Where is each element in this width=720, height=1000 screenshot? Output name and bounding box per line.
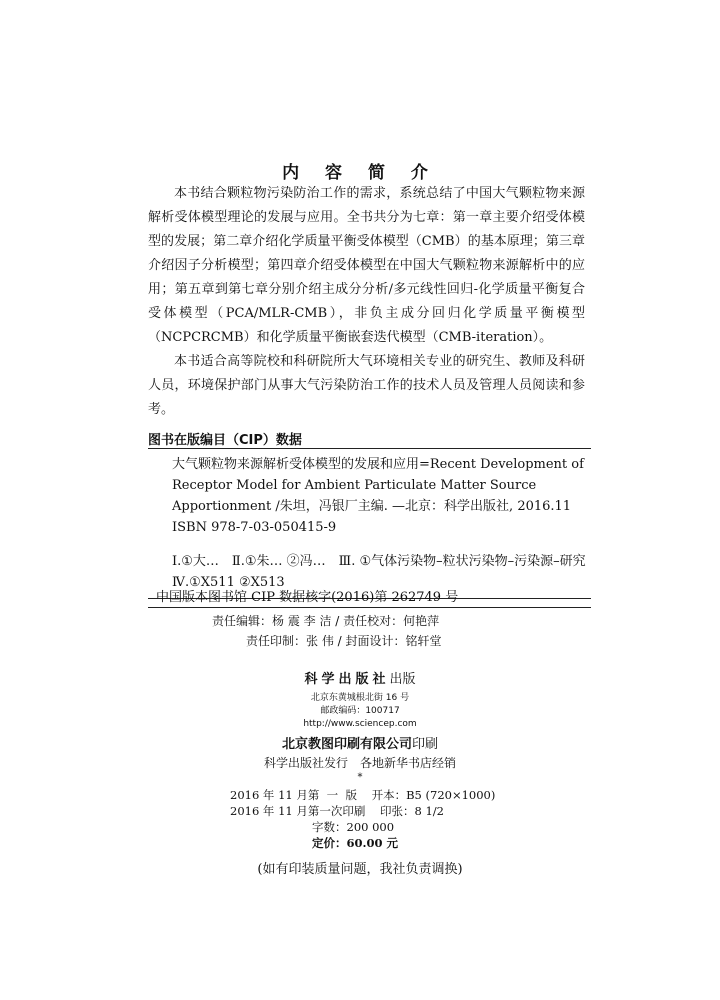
staff-line-production: 责任印制：张 伟 / 封面设计：铭轩堂 bbox=[246, 634, 442, 648]
edition-line-2: 2016 年 11 月第一次印刷 印张：8 1/2 bbox=[230, 804, 444, 818]
publisher-website: http://www.sciencep.com bbox=[303, 719, 417, 729]
publisher-name: 科学出版社 bbox=[304, 672, 390, 687]
cip-verification-number: 中国版本图书馆 CIP 数据核字(2016)第 262749 号 bbox=[156, 590, 459, 605]
cip-isbn: ISBN 978-7-03-050415-9 bbox=[172, 520, 337, 535]
price: 定价：60.00 元 bbox=[312, 836, 399, 850]
printer-suffix: 印刷 bbox=[412, 737, 439, 752]
edition-line-1: 2016 年 11 月第 一 版 开本：B5 (720×1000) bbox=[230, 788, 496, 802]
publisher-postcode: 邮政编码：100717 bbox=[320, 706, 400, 716]
summary-paragraph-1: 本书结合颗粒物污染防治工作的需求，系统总结了中国大气颗粒物来源解析受体模型理论的发展与应用。全书共分为七章：第一章主要介绍受体模型的发展；第二章介绍化学质量平衡受体模型（CMB）的基本原理；第三章介绍因子分析模型；第四章介绍受体模型在中国大气颗粒物来源解析中的应用；第五章到第七章分别介绍主成分分析/多元线性回归-化学质量平衡复合受体模型（PCA/MLR-CMB），非负主成分回归化学质量平衡模型（NCPCRCMB）和化学质量平衡嵌套迭代模型（CMB-iteration）。 bbox=[148, 186, 585, 345]
publisher-block bbox=[0, 668, 720, 784]
cip-label: 图书在版编目（CIP）数据 bbox=[148, 433, 302, 448]
printer-line bbox=[0, 735, 720, 754]
publisher-name-suffix: 出版 bbox=[389, 672, 416, 687]
edition-block bbox=[230, 787, 495, 851]
quality-notice: (如有印装质量问题，我社负责调换) bbox=[257, 862, 463, 877]
cip-record: 大气颗粒物来源解析受体模型的发展和应用=Recent Development of Receptor Model for Ambient Particulate Matter Source Apportionment /朱坦，冯银厂主编. —北京：科学出版社, 2016.11 bbox=[172, 457, 584, 514]
summary-text bbox=[148, 182, 585, 422]
summary-title: 内 容 简 介 bbox=[282, 163, 438, 183]
word-count: 字数：200 000 bbox=[312, 820, 395, 834]
distribution-line: 科学出版社发行 各地新华书店经销 bbox=[263, 756, 456, 770]
divider-rule bbox=[148, 607, 591, 608]
staff-line-editors: 责任编辑：杨 震 李 洁 / 责任校对：何艳萍 bbox=[212, 614, 440, 628]
publisher-address: 北京东黄城根北街 16 号 bbox=[310, 693, 410, 703]
cip-classification: Ⅰ.①大… Ⅱ.①朱… ②冯… Ⅲ. ①气体污染物–粒状污染物–污染源–研究 Ⅳ.①X511 ②X513 bbox=[172, 554, 599, 590]
summary-paragraph-2: 本书适合高等院校和科研院所大气环境相关专业的研究生、教师及科研人员，环境保护部门从事大气污染防治工作的技术人员及管理人员阅读和参考。 bbox=[148, 354, 585, 417]
printer-name: 北京教图印刷有限公司 bbox=[281, 737, 412, 752]
separator-star: * bbox=[357, 772, 363, 783]
cip-data-block bbox=[148, 448, 599, 599]
